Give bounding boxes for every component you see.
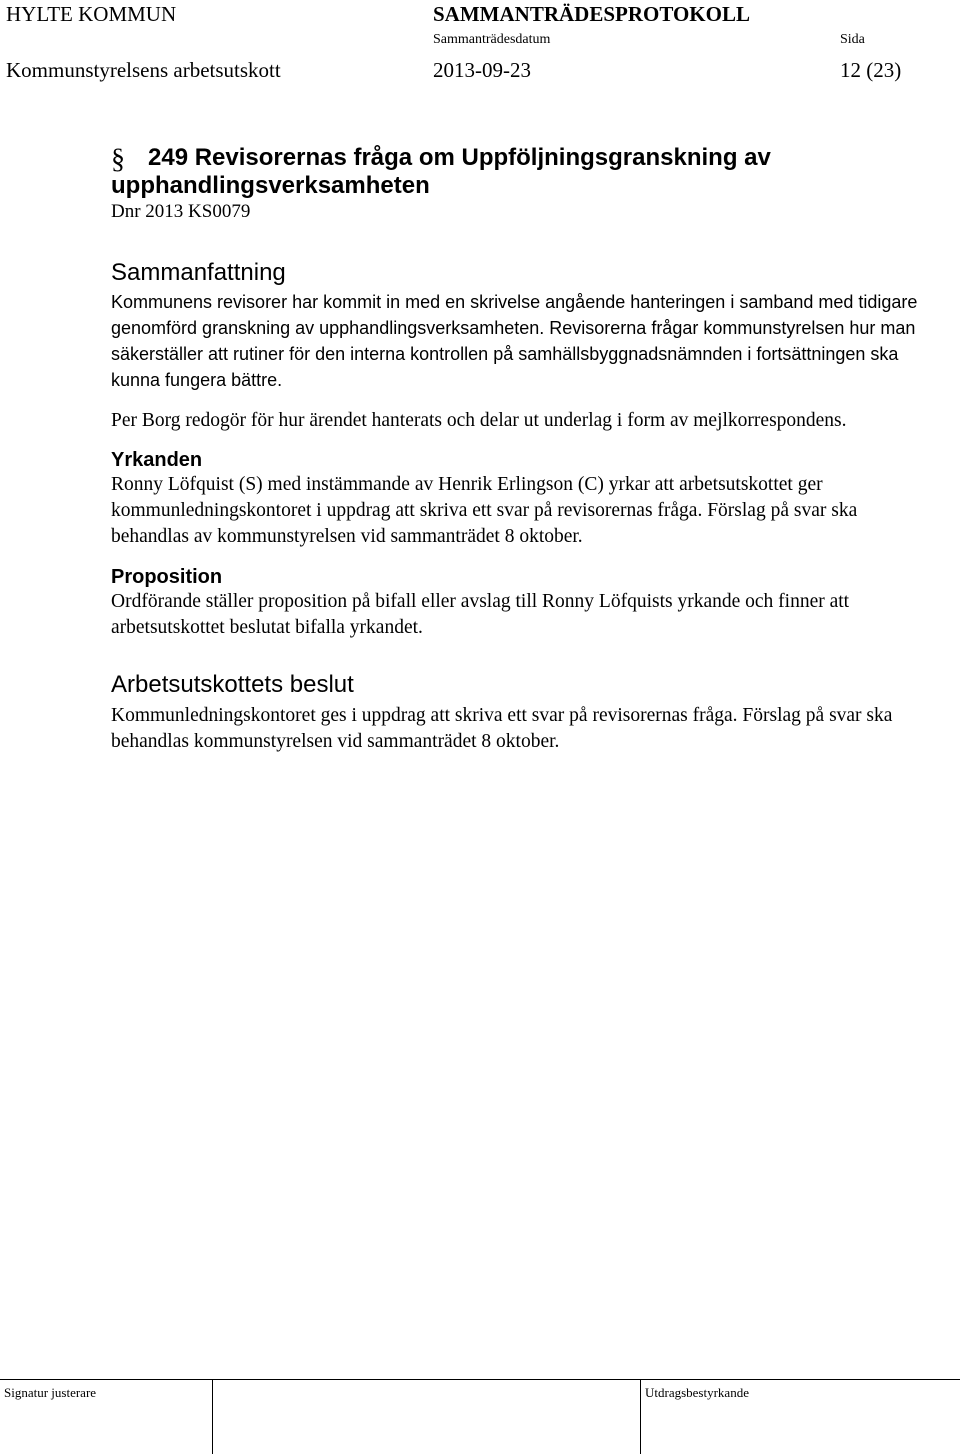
proposition-heading: Proposition bbox=[111, 566, 223, 588]
page-label: Sida bbox=[840, 32, 865, 47]
date-label: Sammanträdesdatum bbox=[433, 32, 551, 47]
meeting-date: 2013-09-23 bbox=[433, 58, 531, 82]
summary-heading: Sammanfattning bbox=[111, 259, 286, 286]
item-title-line-1: 249 Revisorernas fråga om Uppföljningsgranskning av bbox=[148, 144, 771, 171]
decision-text: Kommunledningskontoret ges i uppdrag att skriva ett svar på revisorernas fråga. Förslag på svar ska behandlas kommunstyrelsen vid sammanträdet 8 oktober. bbox=[111, 705, 893, 752]
motions-heading: Yrkanden bbox=[111, 449, 203, 471]
summary-text: Kommunens revisorer har kommit in med en skrivelse angående hanteringen i samband med tidigare genomförd granskning av upphandlingsverksamheten. Revisorerna frågar kommunstyrelsen hur man säkerställer att rutiner för den interna kontrollen på samhällsbyggnadsnämnden i fortsättningen ska kunna fungera bättre. bbox=[111, 292, 918, 390]
item-title-continued bbox=[111, 172, 931, 200]
item-title-line-2: upphandlingsverksamheten bbox=[111, 172, 430, 199]
document-type: SAMMANTRÄDESPROTOKOLL bbox=[433, 2, 750, 26]
municipality-name: HYLTE KOMMUN bbox=[6, 2, 177, 26]
proposition-text: Ordförande ställer proposition på bifall eller avslag till Ronny Löfquists yrkande och finner att arbetsutskottet beslutat bifalla yrkandet. bbox=[111, 591, 850, 638]
paragraph-symbol: § bbox=[111, 144, 125, 175]
page-number: 12 (23) bbox=[840, 58, 902, 82]
motions-text: Ronny Löfquist (S) med instämmande av Henrik Erlingson (C) yrkar att arbetsutskottet ger kommunledningskontoret i uppdrag att skriva ett svar på revisorernas fråga. Förslag på svar ska behandlas av kommunstyrelsen vid sammanträdet 8 oktober. bbox=[111, 474, 858, 547]
footer-column-divider-1 bbox=[212, 1379, 213, 1454]
decision-heading: Arbetsutskottets beslut bbox=[111, 671, 354, 698]
case-number: Dnr 2013 KS0079 bbox=[111, 201, 251, 222]
protocol-item bbox=[111, 144, 931, 755]
signature-label: Signatur justerare bbox=[4, 1385, 97, 1400]
extract-label: Utdragsbestyrkande bbox=[645, 1385, 749, 1400]
summary-text-2: Per Borg redogör för hur ärendet hanterats och delar ut underlag i form av mejlkorrespondens. bbox=[111, 410, 847, 431]
committee-name: Kommunstyrelsens arbetsutskott bbox=[6, 58, 281, 82]
footer-column-divider-2 bbox=[640, 1379, 641, 1454]
item-title bbox=[111, 144, 931, 175]
footer-divider bbox=[0, 1379, 960, 1380]
